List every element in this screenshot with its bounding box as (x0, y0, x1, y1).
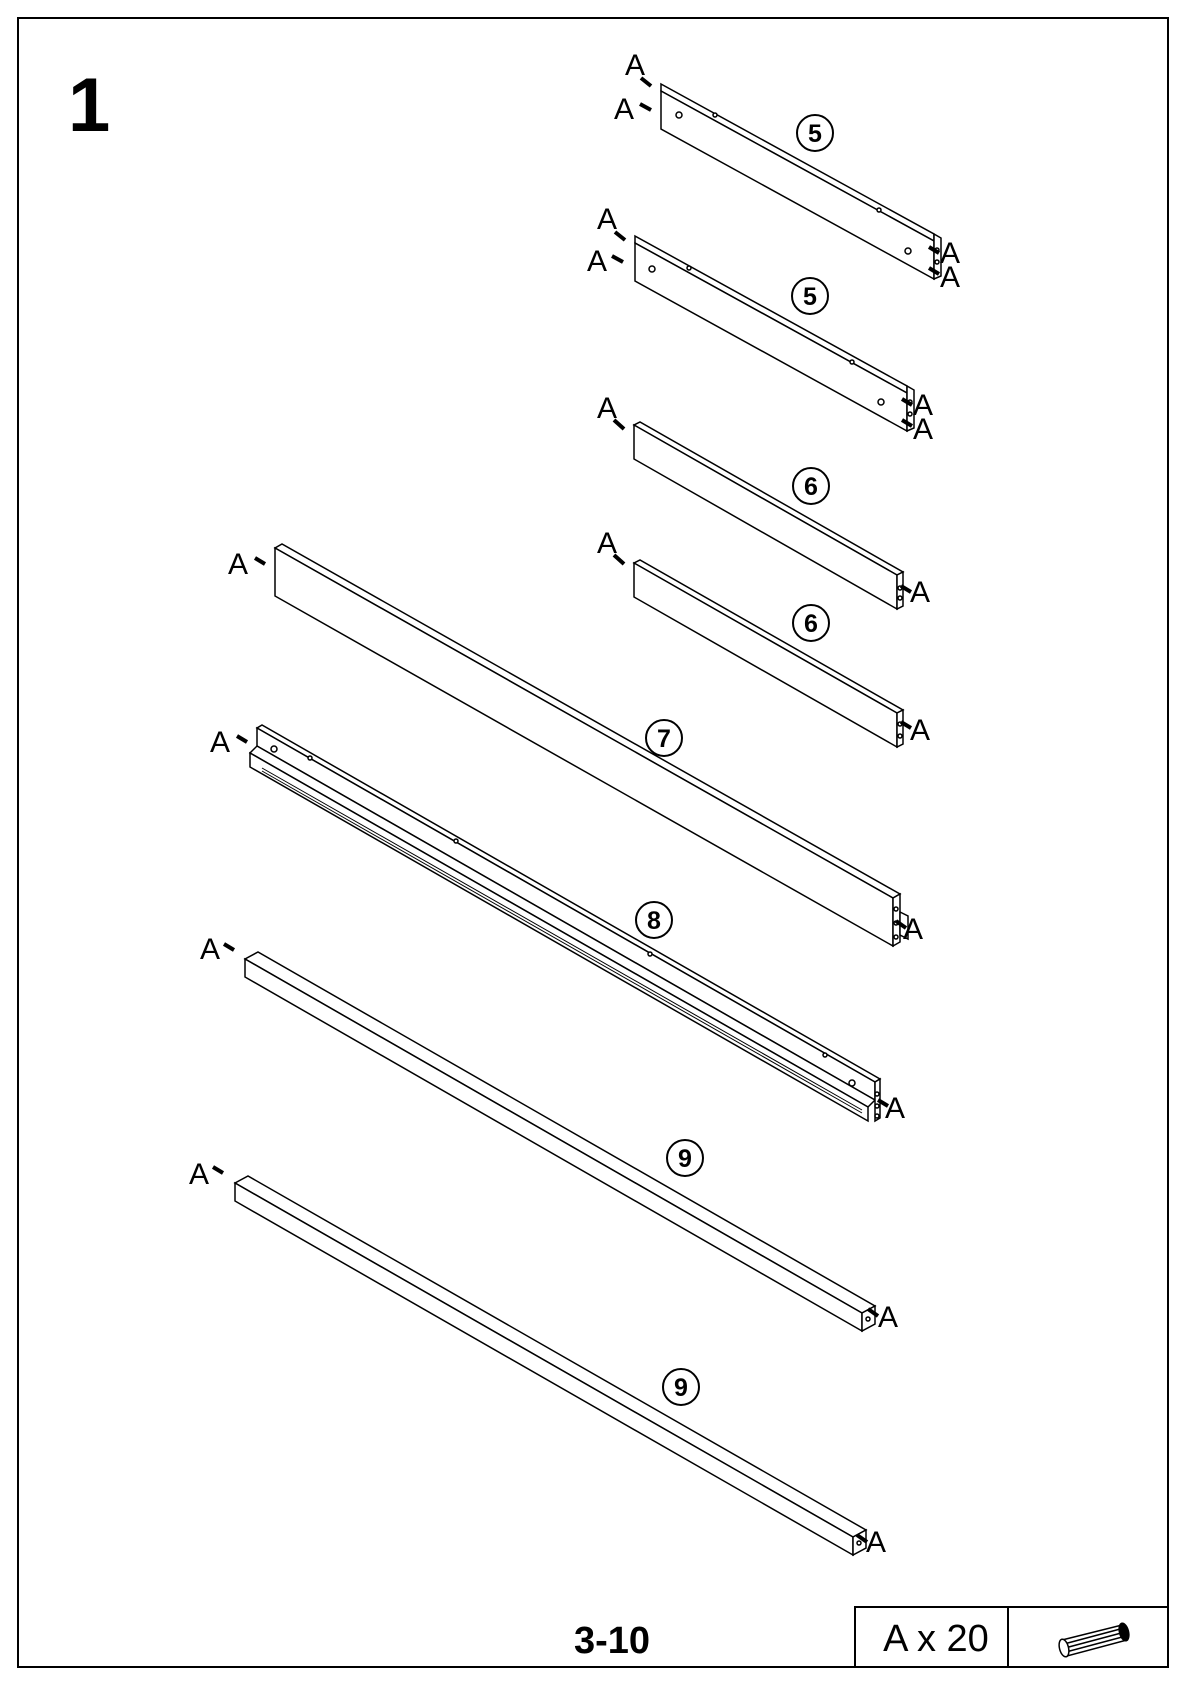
dowel-label-a: A (625, 49, 646, 82)
dowel-label-a: A (597, 392, 618, 425)
dowel-label-a: A (866, 1526, 887, 1559)
part-number-badge (636, 902, 672, 938)
part-number-badge (797, 115, 833, 151)
dowel-label-a: A (940, 261, 961, 294)
part-number: 5 (803, 283, 817, 311)
rail-top-face (661, 84, 934, 241)
dowel-label-a: A (885, 1092, 906, 1125)
part-5-rail-top (640, 78, 941, 279)
slat-top-face (634, 422, 903, 575)
rail-upper-side-face (257, 728, 875, 1100)
part-number: 8 (647, 907, 661, 935)
dowel-label-a: A (913, 413, 934, 446)
slat-side-face (634, 563, 897, 747)
part-5-rail-second (612, 232, 914, 431)
dowel-label-a: A (940, 237, 961, 270)
dowel-label-a: A (597, 527, 618, 560)
part-number: 5 (808, 120, 822, 148)
part-8-grooved-rail (237, 725, 888, 1121)
dowel-label-a: A (910, 576, 931, 609)
part-number-badge (793, 468, 829, 504)
dowel-label-a: A (189, 1158, 210, 1191)
part-9-bar-second (213, 1167, 867, 1555)
fitting-quantity-box (855, 1607, 1168, 1667)
dowel-label-a: A (903, 913, 924, 946)
dowel-label-a: A (200, 933, 221, 966)
dowel-label-a: A (878, 1301, 899, 1334)
dowel-label-a: A (587, 245, 608, 278)
bar-side-face (245, 959, 862, 1331)
bar-top-face (235, 1176, 866, 1537)
dowel-label-a: A (597, 203, 618, 236)
part-number: 9 (678, 1145, 692, 1173)
part-number: 6 (804, 610, 818, 638)
part-9-bar-first (224, 944, 878, 1331)
page-number: 3-10 (573, 1620, 651, 1662)
dowel-label-a: A (614, 93, 635, 126)
part-number-badge (663, 1369, 699, 1405)
fitting-quantity: A x 20 (883, 1618, 989, 1660)
part-number-badge (667, 1140, 703, 1176)
part-number-badge (792, 278, 828, 314)
dowel-label-a: A (228, 548, 249, 581)
dowel-label-a: A (910, 714, 931, 747)
part-number: 7 (657, 725, 671, 753)
part-number-badge (793, 605, 829, 641)
part-number: 9 (674, 1374, 688, 1402)
part-number: 6 (804, 473, 818, 501)
dowel-label-a: A (210, 726, 231, 759)
rail-lip-top-face (250, 746, 875, 1107)
slat-end-face (897, 710, 903, 747)
dowel-label-a: A (913, 389, 934, 422)
step-number: 1 (68, 63, 111, 148)
rail-side-face (635, 243, 907, 431)
bar-side-face (235, 1183, 853, 1555)
rail-top-face (635, 236, 907, 393)
board-top-face (275, 544, 900, 898)
part-number-badge (646, 720, 682, 756)
rail-side-face (661, 91, 934, 279)
